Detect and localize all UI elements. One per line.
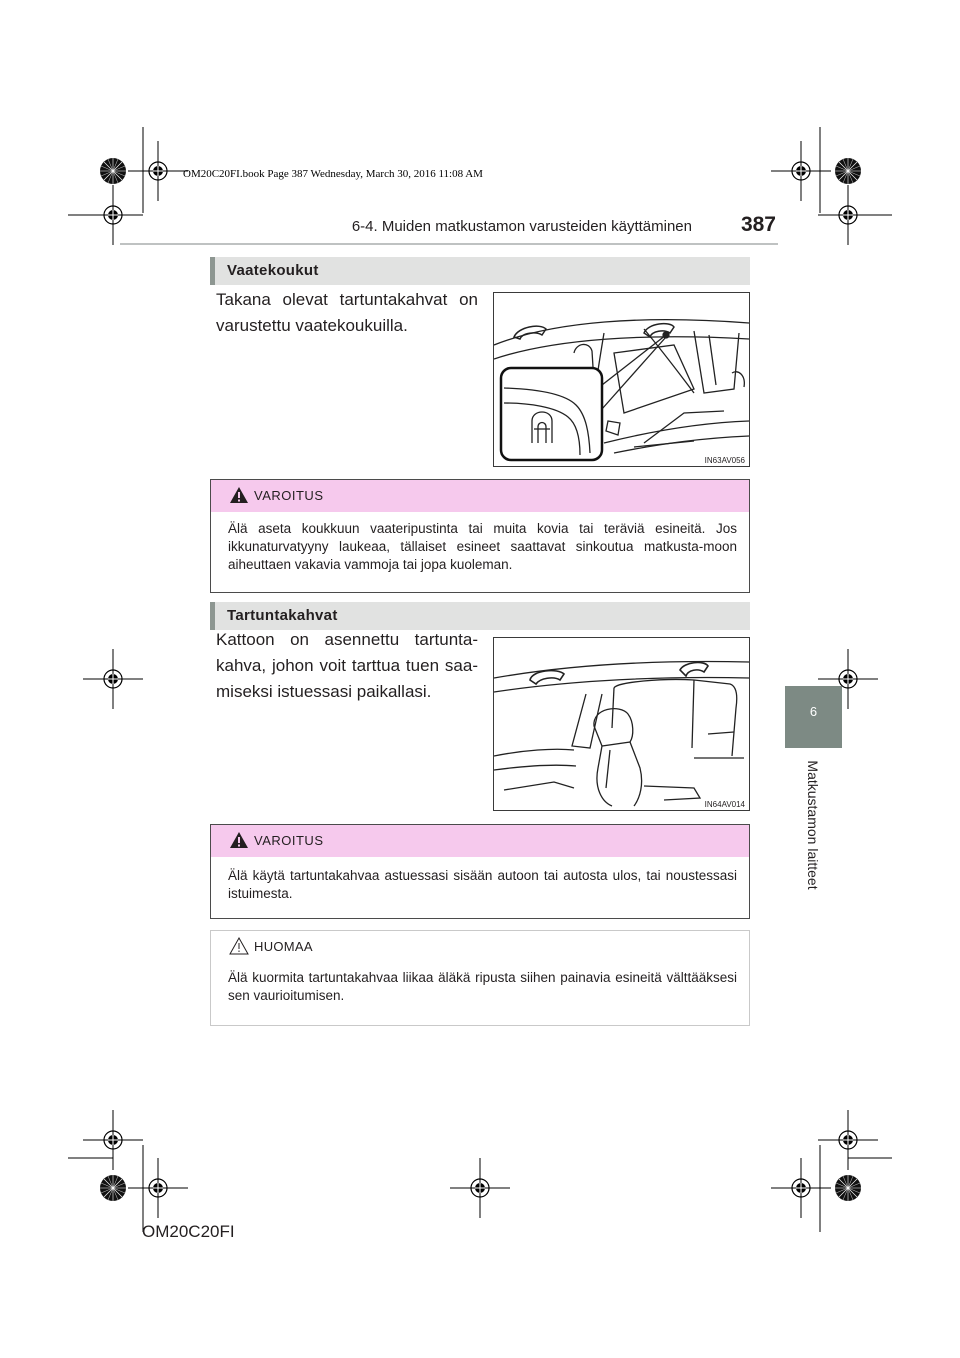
caution-triangle-icon [229, 937, 249, 955]
manual-code: OM20C20FI [142, 1222, 235, 1241]
warning-triangle-icon [229, 831, 249, 849]
warning-text: Älä käytä tartuntakahvaa astuessasi sisään autoon tai autosta ulos, tai noustessasi istuimesta. [228, 868, 737, 901]
warning-box-coat-hooks [210, 479, 750, 593]
warning-label: VAROITUS [254, 833, 324, 848]
notice-label: HUOMAA [254, 939, 313, 954]
page-number: 387 [740, 213, 776, 236]
warning-text: Älä aseta koukkuun vaateripustinta tai muita kovia tai teräviä esineitä. Jos ikkunaturvatyyny laukeaa, tällaiset esineet saattavat sinkoutua matkusta-moon aiheuttaen vakavia vammoja tai jopa kuoleman. [228, 521, 737, 572]
chapter-tab-label: Matkustamon laitteet [805, 760, 821, 890]
section-header-assist-grips [210, 602, 750, 630]
header-divider [120, 243, 778, 245]
car-interior-coat-hook-drawing [494, 293, 749, 466]
coat-hook-illustration [493, 292, 750, 467]
coat-hooks-body-text: Takana olevat tartuntakahvat on varustettu vaatekoukuilla. [216, 290, 478, 335]
section-title: Tartuntakahvat [227, 607, 338, 624]
section-header-coat-hooks [210, 257, 750, 285]
warning-header [211, 825, 749, 857]
warning-triangle-icon [229, 486, 249, 504]
chapter-tab[interactable]: 6 [785, 686, 842, 748]
car-interior-grip-drawing [494, 638, 749, 810]
notice-box [210, 930, 750, 1026]
figure-code: IN64AV014 [704, 800, 745, 809]
book-info: OM20C20FI.book Page 387 Wednesday, March 30, 2016 11:08 AM [183, 168, 483, 180]
figure-code: IN63AV056 [704, 456, 745, 465]
warning-box-assist-grips [210, 824, 750, 919]
assist-grip-illustration [493, 637, 750, 811]
warning-header [211, 480, 749, 512]
warning-label: VAROITUS [254, 488, 324, 503]
assist-grips-body-text: Kattoon on asennettu tartunta-kahva, johon voit tarttua tuen saa-miseksi istuessasi paikallasi. [216, 630, 478, 701]
notice-header [211, 931, 749, 963]
section-title: Vaatekoukut [227, 262, 319, 279]
chapter-title: 6-4. Muiden matkustamon varusteiden käyttäminen [351, 218, 692, 235]
notice-text: Älä kuormita tartuntakahvaa liikaa äläkä ripusta siihen painavia esineitä välttääksesi sen vaurioitumisen. [228, 970, 737, 1003]
